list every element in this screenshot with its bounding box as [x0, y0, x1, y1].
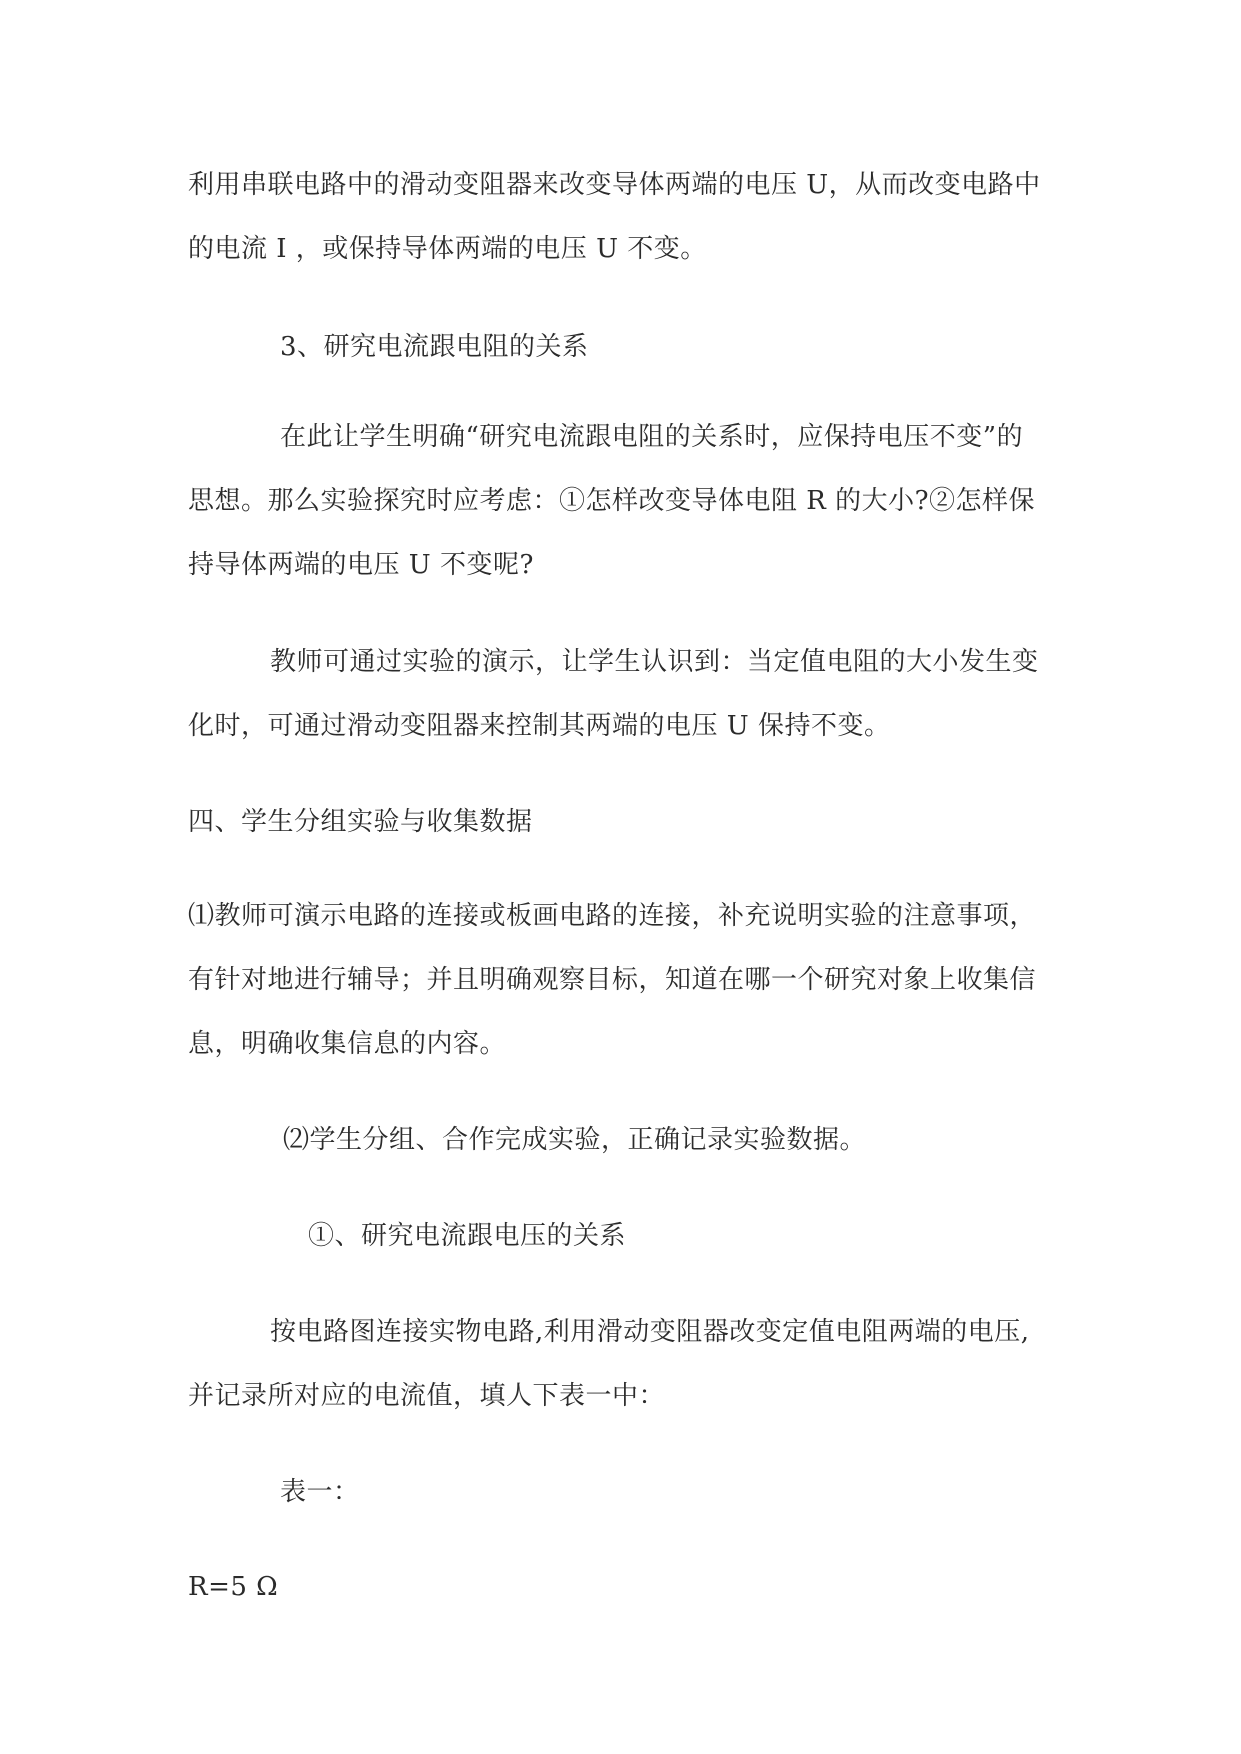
- subsection-heading: ①、研究电流跟电压的关系: [308, 1221, 627, 1251]
- body-text-line: ⑴教师可演示电路的连接或板画电路的连接，补充说明实验的注意事项，: [188, 901, 1037, 931]
- body-text-line: 有针对地进行辅导；并且明确观察目标，知道在哪一个研究对象上收集信: [188, 965, 1037, 995]
- body-text-line: 息，明确收集信息的内容。: [188, 1029, 507, 1059]
- body-text-line: 的电流 I ，或保持导体两端的电压 U 不变。: [188, 234, 707, 264]
- section-heading: 四、学生分组实验与收集数据: [188, 807, 533, 837]
- body-text-line: 化时，可通过滑动变阻器来控制其两端的电压 U 保持不变。: [188, 711, 891, 741]
- body-text-line: ⑵学生分组、合作完成实验，正确记录实验数据。: [283, 1125, 867, 1155]
- resistance-label: R=5 Ω: [188, 1572, 279, 1602]
- section-heading: 3、研究电流跟电阻的关系: [280, 332, 589, 362]
- body-text-line: 按电路图连接实物电路,利用滑动变阻器改变定值电阻两端的电压,: [270, 1317, 1030, 1347]
- table-caption: 表一：: [280, 1477, 360, 1507]
- body-text-line: 在此让学生明确“研究电流跟电阻的关系时，应保持电压不变”的: [280, 422, 1024, 452]
- body-text-line: 并记录所对应的电流值，填人下表一中：: [188, 1381, 666, 1411]
- body-text-line: 思想。那么实验探究时应考虑：①怎样改变导体电阻 R 的大小?②怎样保: [188, 486, 1036, 516]
- body-text-line: 利用串联电路中的滑动变阻器来改变导体两端的电压 U，从而改变电路中: [188, 170, 1041, 200]
- body-text-line: 教师可通过实验的演示，让学生认识到：当定值电阻的大小发生变: [270, 647, 1039, 677]
- body-text-line: 持导体两端的电压 U 不变呢?: [188, 550, 534, 580]
